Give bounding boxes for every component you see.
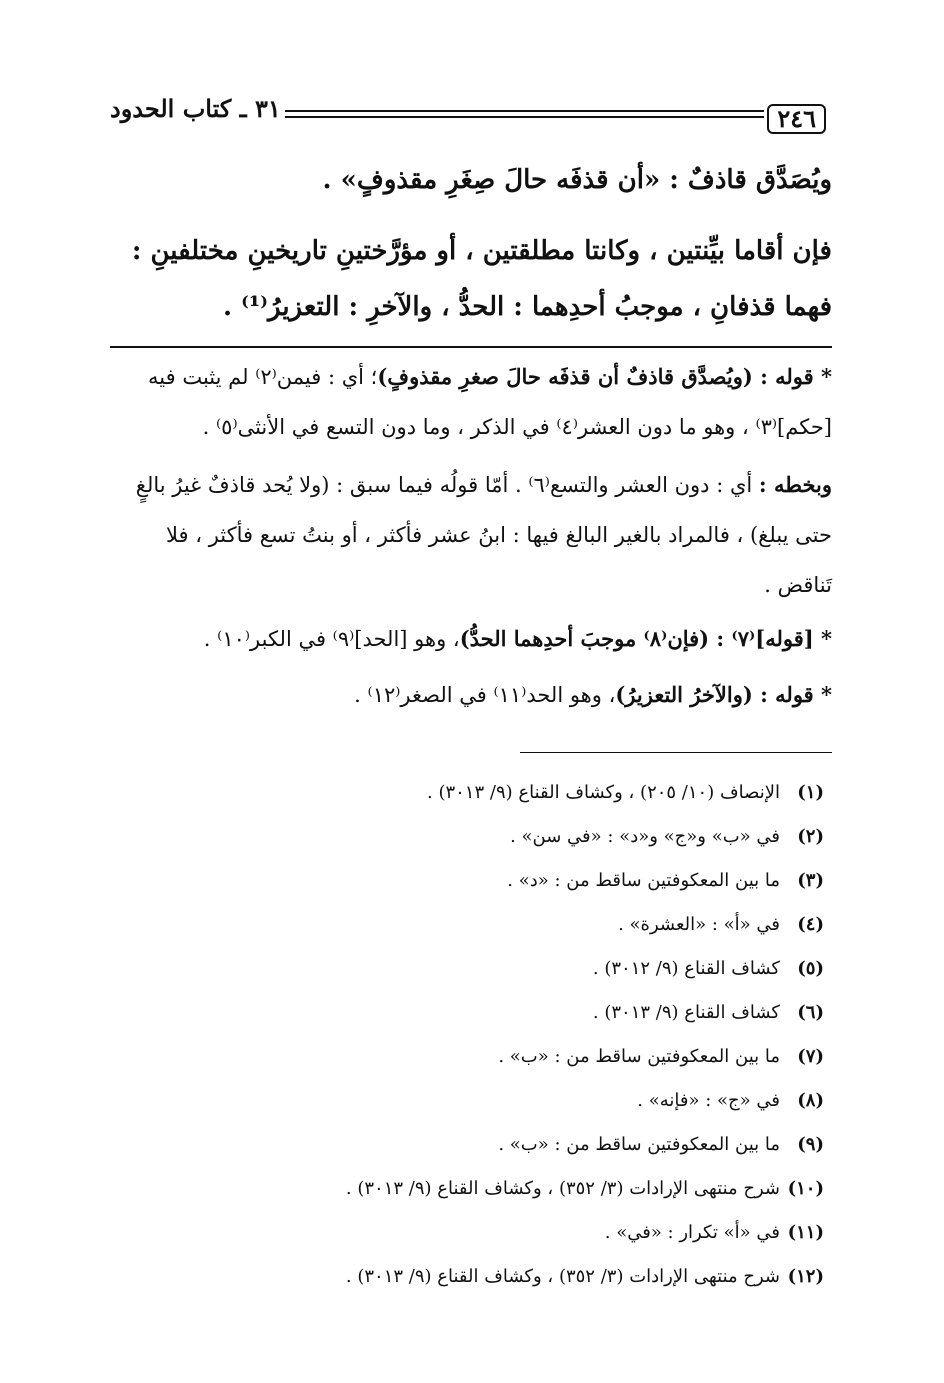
footnote-text: ما بين المعكوفتين ساقط من : «ب» . xyxy=(498,1133,780,1155)
footnote xyxy=(110,1034,824,1078)
commentary-text: ؛ أي : فيمن⁽٢⁾ لم يثبت فيه [حكم]⁽٣⁾ ، وهو ما دون العشر⁽٤⁾ في الذكر ، وما دون التسع في الأنثى⁽٥⁾ . xyxy=(148,365,832,439)
footnote-separator xyxy=(520,752,832,753)
commentary-text: ، وهو [الحد]⁽٩⁾ في الكبر⁽١٠⁾ . xyxy=(203,627,460,651)
footnote-text: ما بين المعكوفتين ساقط من : «د» . xyxy=(507,869,780,891)
page-header xyxy=(110,92,834,140)
matn-line: فهما قذفانِ ، موجبُ أحدِهما : الحدُّ ، والآخرِ : التعزيرُ⁽¹⁾ . xyxy=(222,292,832,322)
matn-line: ويُصَدَّق قاذفٌ : «أن قذفَه حالَ صِغَرِ مقذوفٍ» . xyxy=(322,165,832,195)
footnote xyxy=(110,814,824,858)
commentary-paragraph xyxy=(110,352,832,452)
commentary-lead: وبخطه : xyxy=(758,472,832,497)
footnote xyxy=(110,1166,824,1210)
footnote-text: في «ج» : «فإنه» . xyxy=(637,1089,780,1111)
commentary-lead: * قوله : (ويُصدَّق قاذفٌ أن قذفَه حالَ صغرِ مقذوفٍ) xyxy=(377,364,832,389)
footnote-number: (٩) xyxy=(797,1133,824,1155)
commentary-lead: * [قوله]⁽٧⁾ : (فإن⁽٨⁾ موجبَ أحدِهما الحدُّ) xyxy=(459,626,832,651)
footnote-text: شرح منتهى الإرادات (٣/ ٣٥٢) ، وكشاف القناع (٩/ ٣٠١٣) . xyxy=(345,1265,780,1287)
footnote-number: (٢) xyxy=(797,825,824,847)
commentary-paragraph xyxy=(110,460,832,610)
footnote-number: (٥) xyxy=(797,957,824,979)
footnote xyxy=(110,858,824,902)
footnote xyxy=(110,1122,824,1166)
footnotes xyxy=(110,770,824,1298)
footnote-number: (٣) xyxy=(797,869,824,891)
footnote-number: (١) xyxy=(797,781,824,803)
footnote xyxy=(110,1210,824,1254)
footnote xyxy=(110,990,824,1034)
page-number: ٢٤٦ xyxy=(767,104,826,134)
header-rule xyxy=(285,110,764,118)
commentary-paragraph xyxy=(110,614,832,664)
footnote-text: ما بين المعكوفتين ساقط من : «ب» . xyxy=(498,1045,780,1067)
matn-line: فإن أقاما بيِّنتين ، وكانتا مطلقتين ، أو مؤرَّختينِ تاريخينِ مختلفينِ : xyxy=(131,236,832,266)
footnote-number: (٨) xyxy=(797,1089,824,1111)
footnote xyxy=(110,1078,824,1122)
footnote-text: الإنصاف (١٠/ ٢٠٥) ، وكشاف القناع (٩/ ٣٠١٣) . xyxy=(427,781,780,803)
footnote-number: (٦) xyxy=(797,1001,824,1023)
commentary-paragraph xyxy=(110,670,832,720)
footnote-text: في «ب» و«ج» و«د» : «في سن» . xyxy=(510,825,780,847)
footnote-number: (٤) xyxy=(797,913,824,935)
footnote xyxy=(110,770,824,814)
footnote-text: كشاف القناع (٩/ ٣٠١٢) . xyxy=(592,957,780,979)
footnote xyxy=(110,902,824,946)
footnote-number: (١١) xyxy=(787,1221,824,1243)
footnote-number: (١٢) xyxy=(787,1265,824,1287)
chapter-title: ٣١ ـ كتاب الحدود xyxy=(110,94,281,123)
footnote-text: كشاف القناع (٩/ ٣٠١٣) . xyxy=(592,1001,780,1023)
footnote-number: (٧) xyxy=(797,1045,824,1067)
footnote xyxy=(110,946,824,990)
footnote-number: (١٠) xyxy=(787,1177,824,1199)
commentary-lead: * قوله : (والآخرُ التعزيرُ) xyxy=(615,682,832,707)
footnote-text: شرح منتهى الإرادات (٣/ ٣٥٢) ، وكشاف القناع (٩/ ٣٠١٣) . xyxy=(345,1177,780,1199)
footnote xyxy=(110,1254,824,1298)
footnote-text: في «أ» تكرار : «في» . xyxy=(604,1221,780,1243)
matn-separator xyxy=(110,346,832,348)
footnote-text: في «أ» : «العشرة» . xyxy=(618,913,780,935)
commentary-text: أي : دون العشر والتسع⁽٦⁾ . أمّا قولُه فيما سبق : (ولا يُحد قاذفٌ غيرُ بالغٍ حتى يبلغ) ، فالمراد بالغير البالغ فيها : ابنُ عشر فأكثر ، أو بنتُ تسع فأكثر ، فلا تَناقض . xyxy=(135,473,832,597)
commentary-text: ، وهو الحد⁽١١⁾ في الصغر⁽١٢⁾ . xyxy=(354,683,616,707)
